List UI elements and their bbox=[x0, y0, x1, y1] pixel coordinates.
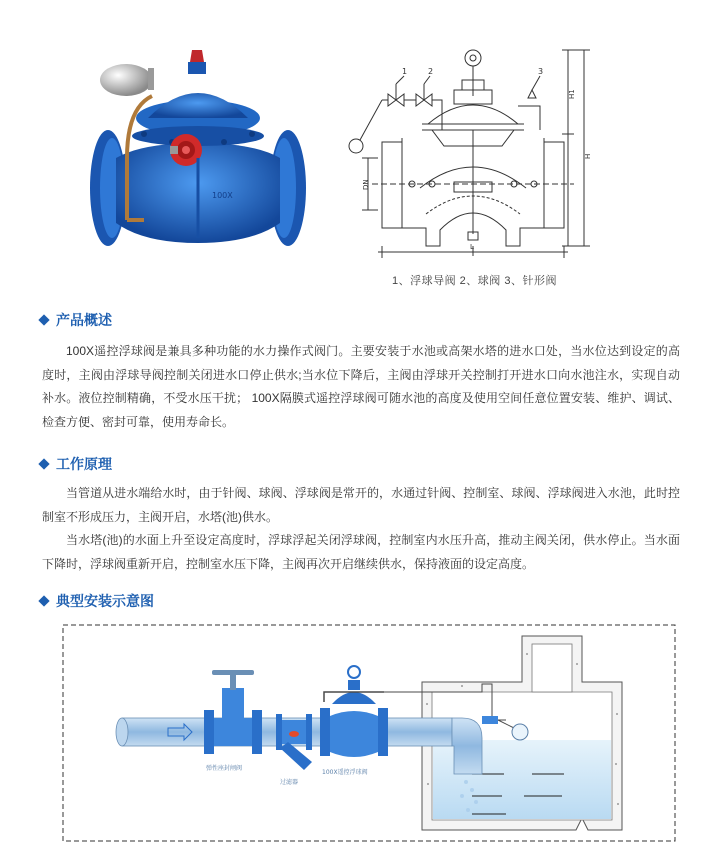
callout-3: 3 bbox=[538, 67, 544, 76]
dim-h1: H1 bbox=[568, 89, 576, 99]
label-gate-valve: 弹性座封闸阀 bbox=[206, 765, 243, 772]
diamond-icon bbox=[38, 314, 49, 325]
figure-caption: 1、浮球导阀 2、球阀 3、针形阀 bbox=[392, 275, 557, 287]
callout-1: 1 bbox=[402, 67, 408, 76]
svg-text:100X: 100X bbox=[212, 191, 233, 200]
principle-paragraph-2: 当水塔(池)的水面上升至设定高度时，浮球浮起关闭浮球阀，控制室内水压升高，推动主阀关闭，供水停止。当水面下降时，浮球阀重新开启，控制室水压下降，主阀再次开启继续供水，保持液面的设定高度。 bbox=[42, 533, 680, 571]
label-float-valve: 100X遥控浮球阀 bbox=[322, 769, 368, 776]
label-filter: 过滤器 bbox=[280, 779, 299, 786]
callout-2: 2 bbox=[428, 67, 434, 76]
dim-h: H bbox=[584, 153, 592, 159]
dim-l: L bbox=[470, 243, 474, 251]
diamond-icon bbox=[38, 595, 49, 606]
product-photo bbox=[82, 48, 314, 258]
section-title-overview: 产品概述 bbox=[40, 310, 112, 330]
diamond-icon bbox=[38, 458, 49, 469]
section-title-install: 典型安装示意图 bbox=[40, 591, 154, 611]
section-title-principle: 工作原理 bbox=[40, 454, 112, 474]
principle-paragraph-1: 当管道从进水端给水时，由于针阀、球阀、浮球阀是常开的，水通过针阀、控制室、球阀、浮球阀进入水池，此时控制室不形成压力，主阀开启，水塔(池)供水。 bbox=[42, 486, 680, 524]
dim-dn: DN bbox=[362, 179, 370, 190]
overview-paragraph: 100X遥控浮球阀是兼具多种功能的水力操作式阀门。主要安装于水池或高架水塔的进水口处，当水位达到设定的高度时，主阀由浮球导阀控制关闭进水口停止供水;当水位下降后，主阀由浮球开关控制打开进水口向水池注水，实现自动补水。液位控制精确，不受水压干扰； 100X隔膜式遥控浮球阀可随水池的高度及使用空间任意位置安装、维护、调试、检查方便、密封可靠，使用寿命长。 bbox=[42, 344, 680, 429]
installation-diagram bbox=[62, 624, 680, 844]
technical-drawing bbox=[342, 46, 600, 268]
